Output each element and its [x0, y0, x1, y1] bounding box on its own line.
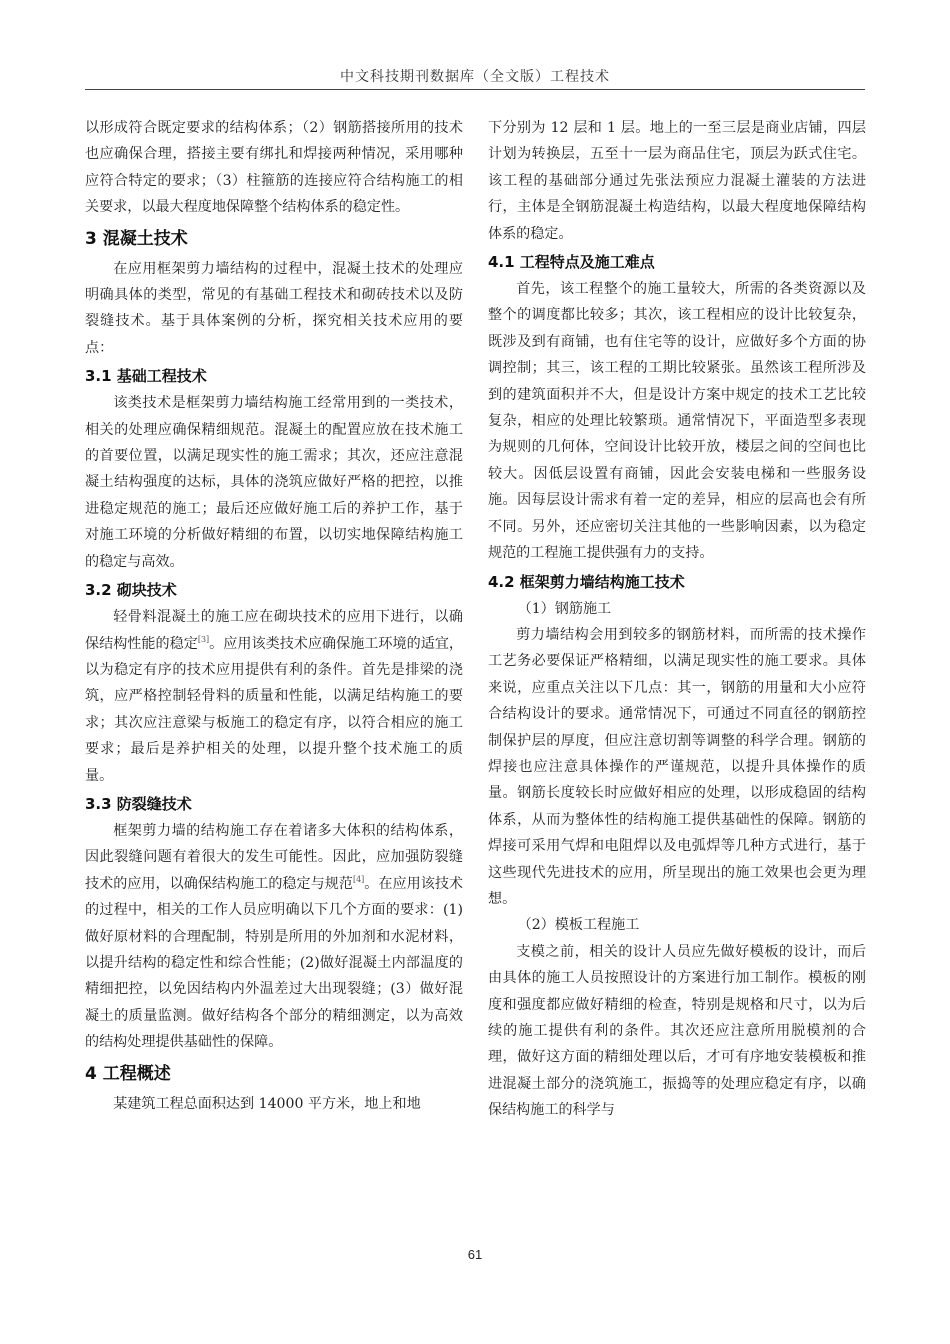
left-column: [85, 115, 463, 1117]
paragraph: 下分别为 12 层和 1 层。地上的一至三层是商业店铺，四层计划为转换层，五至十一层为商品住宅，顶层为跃式住宅。该工程的基础部分通过先张法预应力混凝土灌装的方法进行，主体是全钢筋混凝土构造结构，以最大程度地保障结构体系的稳定。: [488, 120, 866, 242]
section-heading-4: 4 工程概述: [85, 1063, 171, 1084]
running-header: 中文科技期刊数据库（全文版）工程技术: [340, 69, 610, 85]
text-run: 。在应用该技术的过程中，相关的工作人员应明确以下几个方面的要求：(1)做好原材料的合理配制，特别是所用的外加剂和水泥材料，以提升结构的稳定性和综合性能；(2)做好混凝土内部温度的精细把控，以免因结构内外温差过大出现裂缝；(3）做好混凝土的质量监测。做好结构各个部分的精细测定，以为高效的结构处理提供基础性的保障。: [85, 875, 464, 1051]
sub-heading-formwork: （2）模板工程施工: [517, 917, 640, 934]
citation-ref[interactable]: [3]: [197, 634, 210, 644]
paragraph: 剪力墙结构会用到较多的钢筋材料，而所需的技术操作工艺务必要保证严格精细，以满足现实性的施工要求。具体来说，应重点关注以下几点：其一，钢筋的用量和大小应符合结构设计的要求。通常情况下，可通过不同直径的钢筋控制保护层的厚度，但应注意切割等调整的科学合理。钢筋的焊接也应注意具体操作的严谨规范，以提升具体操作的质量。钢筋长度较长时应做好相应的处理，以形成稳固的结构体系，从而为整体性的结构施工提供基础性的保障。钢筋的焊接可采用气焊和电阻焊以及电弧焊等几种方式进行，基于这些现代先进技术的应用，所呈现出的施工效果也会更为理想。: [488, 626, 866, 907]
paragraph: [85, 818, 463, 1056]
subsection-heading-3-3: 3.3 防裂缝技术: [85, 794, 192, 813]
text-run: 框架剪力墙的结构施工存在着诸多大体积的结构体系，因此裂缝问题有着很大的发生可能性。因此，应加强防裂缝技术的应用，以确保结构施工的稳定与规范: [85, 822, 463, 892]
paragraph: [85, 604, 463, 789]
sub-heading-rebar: （1）钢筋施工: [517, 600, 612, 617]
paragraph: 支模之前，相关的设计人员应先做好模板的设计，而后由具体的施工人员按照设计的方案进行加工制作。模板的刚度和强度都应做好精细的检查，特别是规格和尺寸，以为后续的施工提供有利的条件。其次还应注意所用脱模剂的合理，做好这方面的精细处理以后，才可有序地安装模板和推进混凝土部分的浇筑施工，振捣等的处理应稳定有序，以确保结构施工的科学与: [488, 943, 866, 1119]
subsection-heading-4-2: 4.2 框架剪力墙结构施工技术: [488, 572, 685, 591]
section-heading-3: 3 混凝土技术: [85, 228, 188, 249]
paragraph: 某建筑工程总面积达到 14000 平方米，地上和地: [113, 1095, 421, 1112]
right-column: [488, 115, 866, 1124]
citation-ref[interactable]: [4]: [352, 874, 365, 884]
page-number: 61: [467, 1247, 483, 1262]
header-rule: [85, 89, 865, 90]
subsection-heading-3-1: 3.1 基础工程技术: [85, 367, 207, 386]
subsection-heading-4-1: 4.1 工程特点及施工难点: [488, 253, 655, 272]
text-run: 。应用该类技术应确保施工环境的适宜，以为稳定有序的技术应用提供有利的条件。首先是排梁的浇筑，应严格控制轻骨料的质量和性能，以满足结构施工的要求；其次应注意梁与板施工的稳定有序，以符合相应的施工要求；最后是养护相关的处理，以提升整个技术施工的质量。: [85, 635, 464, 784]
paragraph: 以形成符合既定要求的结构体系；（2）钢筋搭接所用的技术也应确保合理，搭接主要有绑扎和焊接两种情况，采用哪种应符合特定的要求；（3）柱箍筋的连接应符合结构施工的相关要求，以最大程度地保障整个结构体系的稳定性。: [85, 120, 463, 216]
text-run: 轻骨料混凝土的施工应在砌块技术的应用下进行，以确保结构性能的稳定: [85, 609, 463, 652]
subsection-heading-3-2: 3.2 砌块技术: [85, 581, 177, 600]
paragraph: 该类技术是框架剪力墙结构施工经常用到的一类技术，相关的处理应确保精细规范。混凝土的配置应放在技术施工的首要位置，以满足现实性的施工需求；其次，还应注意混凝土结构强度的达标，具体的浇筑应做好严格的把控，以推进稳定规范的施工；最后还应做好施工后的养护工作，基于对施工环境的分析做好精细的布置，以切实地保障结构施工的稳定与高效。: [85, 395, 463, 570]
paragraph: 首先，该工程整个的施工量较大，所需的各类资源以及整个的调度都比较多；其次，该工程相应的设计比较复杂，既涉及到有商铺，也有住宅等的设计，应做好多个方面的协调控制；其三，该工程的工期比较紧张。虽然该工程所涉及到的建筑面积并不大，但是设计方案中规定的技术工艺比较复杂，相应的处理比较繁琐。通常情况下，平面造型多表现为规则的几何体，空间设计比较开放，楼层之间的空间也比较大。因低层设置有商铺，因此会安装电梯和一些服务设施。因每层设计需求有着一定的差异，相应的层高也会有所不同。另外，还应密切关注其他的一些影响因素，以为稳定规范的工程施工提供强有力的支持。: [488, 281, 866, 562]
paragraph: 在应用框架剪力墙结构的过程中，混凝土技术的处理应明确具体的类型，常见的有基础工程技术和砌砖技术以及防裂缝技术。基于具体案例的分析，探究相关技术应用的要点：: [85, 260, 463, 356]
